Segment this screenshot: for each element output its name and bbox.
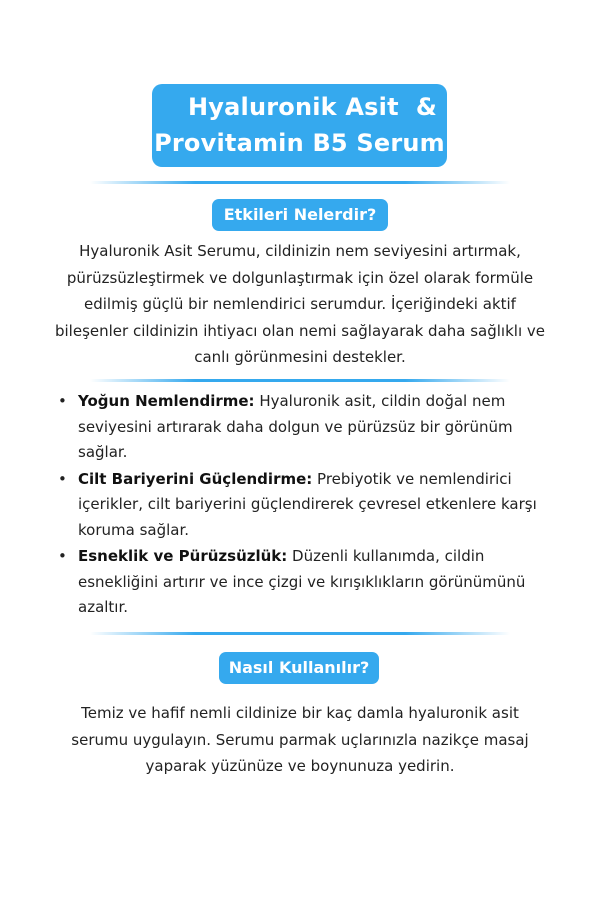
divider-middle xyxy=(90,379,510,382)
effects-intro-paragraph: Hyaluronik Asit Serumu, cildinizin nem seviyesini artırmak, pürüzsüzleştirmek ve dolgunlaştırmak için özel olarak formüle edilmiş güçlü bir nemlendirici serumdur. İçeriğindeki aktif bileşenler cildinizin ihtiyacı olan nemi sağlayarak daha sağlıklı ve canlı görünmesini destekler. xyxy=(54,242,545,366)
divider-top xyxy=(90,181,510,184)
divider-bottom xyxy=(90,632,510,635)
product-title-line-2: Provitamin B5 Serum xyxy=(154,129,445,157)
benefit-text: Hyaluronik asit, cildin doğal nem seviyesini artırarak daha dolgun ve pürüzsüz bir görünüm sağlar. xyxy=(78,392,513,461)
usage-paragraph: Temiz ve hafif nemli cildinize bir kaç damla hyaluronik asit serumu uygulayın. Serumu parmak uçlarınızla nazikçe masaj yaparak yüzünüze ve boynunuza yedirin. xyxy=(71,704,529,775)
product-title-banner xyxy=(152,84,447,167)
benefit-text: Prebiyotik ve nemlendirici içerikler, cilt bariyerini güçlendirerek çevresel etkenlere karşı koruma sağlar. xyxy=(78,469,537,539)
benefit-title: Cilt Bariyerini Güçlendirme: xyxy=(78,469,313,488)
benefit-item xyxy=(56,389,556,466)
benefit-text: Düzenli kullanımda, cildin esnekliğini artırır ve ince çizgi ve kırışıklıkların görünümünü azaltır. xyxy=(78,547,526,616)
benefit-title: Yoğun Nemlendirme: xyxy=(78,392,255,410)
effects-heading: Etkileri Nelerdir? xyxy=(212,199,388,231)
benefit-title: Esneklik ve Pürüzsüzlük: xyxy=(78,547,288,565)
bullet-icon: • xyxy=(58,547,67,565)
benefits-list xyxy=(56,389,556,622)
benefit-item xyxy=(56,544,556,621)
bullet-icon: • xyxy=(58,469,67,488)
bullet-icon: • xyxy=(58,392,67,410)
benefit-item xyxy=(56,467,556,544)
usage-heading: Nasıl Kullanılır? xyxy=(219,652,379,684)
product-title-line-1: Hyaluronik Asit & xyxy=(188,93,437,121)
